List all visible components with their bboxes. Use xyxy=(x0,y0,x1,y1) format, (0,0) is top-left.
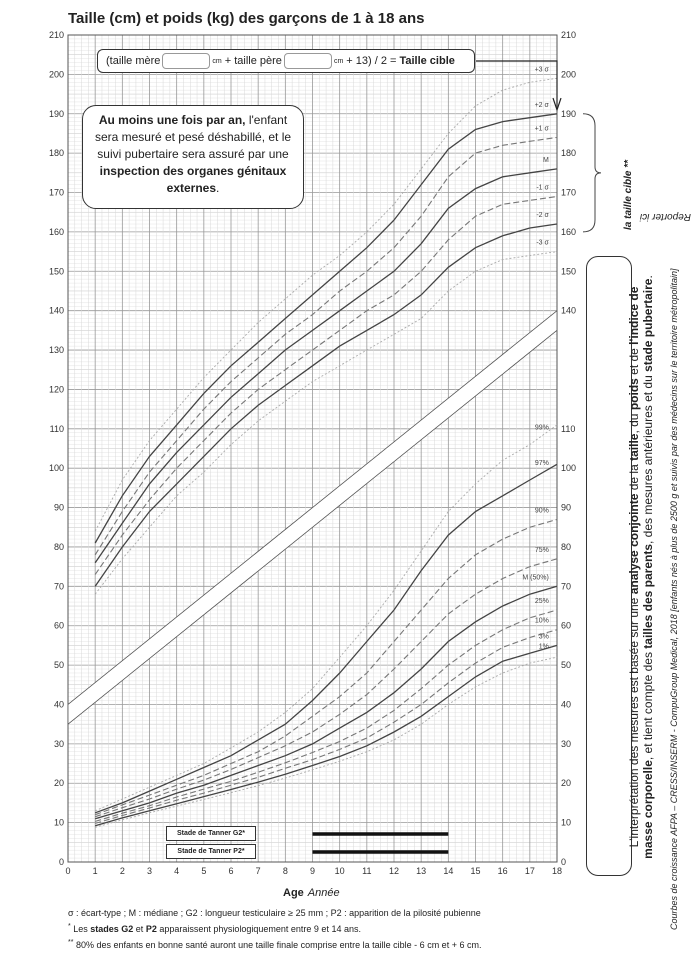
y-tick-label: 70 xyxy=(53,581,64,592)
right-weight-tick: 40 xyxy=(561,699,572,710)
y-tick-label: 110 xyxy=(49,423,64,434)
y-tick-label: 160 xyxy=(48,226,64,237)
y-tick-label: 100 xyxy=(48,463,64,474)
curve-label: +3 σ xyxy=(534,66,549,74)
tanner-p2-label: Stade de Tanner P2* xyxy=(166,844,256,859)
curve-label: 90% xyxy=(534,507,549,515)
right-height-tick: 200 xyxy=(561,69,577,80)
y-tick-label: 0 xyxy=(58,857,64,867)
curve-label: +1 σ xyxy=(534,125,549,133)
right-weight-tick: 30 xyxy=(561,738,572,749)
curve-label: 10% xyxy=(534,617,549,625)
y-tick-label: 150 xyxy=(48,266,64,277)
x-tick-label: 14 xyxy=(443,866,454,876)
x-tick-label: 18 xyxy=(551,866,563,876)
formula-unit: cm xyxy=(212,57,222,65)
y-tick-label: 190 xyxy=(48,108,64,119)
measurement-callout xyxy=(82,105,304,209)
right-weight-tick: 0 xyxy=(561,857,567,867)
y-tick-label: 210 xyxy=(48,30,64,40)
x-tick-label: 9 xyxy=(309,866,316,876)
y-tick-label: 180 xyxy=(48,148,64,159)
curve-label: 1% xyxy=(538,643,549,651)
right-weight-tick: 10 xyxy=(561,817,572,828)
x-tick-label: 6 xyxy=(228,866,234,876)
right-weight-tick: 90 xyxy=(561,502,572,513)
y-tick-label: 140 xyxy=(48,305,64,316)
y-tick-label: 20 xyxy=(53,778,64,789)
y-tick-label: 130 xyxy=(48,345,64,356)
right-height-tick: 140 xyxy=(561,305,577,316)
y-tick-label: 40 xyxy=(53,699,64,710)
curve-label: -2 σ xyxy=(536,212,549,220)
formula-mother: (taille mère xyxy=(106,55,161,67)
curve-label: 3% xyxy=(538,633,549,641)
x-tick-label: 0 xyxy=(65,866,71,876)
y-tick-label: 120 xyxy=(48,384,64,395)
right-weight-tick: 60 xyxy=(561,620,572,631)
target-note xyxy=(603,150,691,250)
right-weight-tick: 110 xyxy=(561,423,576,434)
formula-father: + taille père xyxy=(224,55,282,67)
curve-label: +2 σ xyxy=(534,101,549,109)
right-weight-tick: 50 xyxy=(561,660,572,671)
y-tick-label: 60 xyxy=(53,620,64,631)
footnote-line: * Les stades G2 et P2 apparaissent physiologiquement entre 9 et 14 ans. xyxy=(68,923,361,934)
x-tick-label: 15 xyxy=(470,866,481,876)
x-tick-label: 17 xyxy=(524,866,535,876)
x-tick-label: 10 xyxy=(334,866,345,876)
curve-label: 75% xyxy=(534,546,549,554)
right-height-tick: 190 xyxy=(561,108,577,119)
curve-label: -1 σ xyxy=(536,184,549,192)
credits-text: Courbes de croissance AFPA – CRESS/INSERM - CompuGroup Medical, 2018 [enfants nés à plus de 2500 g et suivis par des médecins sur le territoire métropolitain] xyxy=(669,268,679,930)
age-label: Age xyxy=(283,887,304,899)
right-weight-tick: 80 xyxy=(561,541,572,552)
x-tick-label: 4 xyxy=(174,866,180,876)
formula-end: + 13) / 2 = xyxy=(346,55,397,67)
father-height-input[interactable] xyxy=(284,53,332,69)
curve-label: 97% xyxy=(534,460,549,468)
interpretation-box: L'interprétation des mesures est basée sur une analyse conjointe de la taille, du poids et de l'indice de masse corporelle, et tient compte des tailles des parents, des mesures antérieures et du stade pubertaire. xyxy=(586,256,632,876)
target-note-line1: Reporter ici xyxy=(639,211,691,222)
curve-label: 99% xyxy=(534,424,549,432)
y-tick-label: 10 xyxy=(53,817,64,828)
x-tick-label: 8 xyxy=(282,866,288,876)
curve-label: -3 σ xyxy=(536,239,549,247)
x-tick-label: 7 xyxy=(255,866,261,876)
x-tick-label: 2 xyxy=(119,866,125,876)
formula-unit: cm xyxy=(333,57,344,65)
target-note-line2: la taille cible ** xyxy=(623,159,634,230)
right-height-tick: 170 xyxy=(561,187,577,198)
y-tick-label: 170 xyxy=(48,187,64,198)
right-weight-tick: 100 xyxy=(561,463,577,474)
mother-height-input[interactable] xyxy=(162,53,210,69)
y-tick-label: 50 xyxy=(53,660,64,671)
footnote-line: σ : écart-type ; M : médiane ; G2 : longueur testiculaire ≥ 25 mm ; P2 : apparition de la pilosité pubienne xyxy=(68,908,481,918)
callout-bold: Au moins une fois par an, xyxy=(98,113,246,127)
right-height-tick: 160 xyxy=(561,226,577,237)
credits xyxy=(655,60,679,940)
x-tick-label: 5 xyxy=(201,866,207,876)
target-bracket xyxy=(583,114,601,232)
x-tick-label: 13 xyxy=(416,866,427,876)
year-label: Année xyxy=(307,887,340,899)
callout-text: l'enfant sera mesuré et pesé déshabillé, et le suivi pubertaire sera assuré par une xyxy=(94,113,292,161)
x-tick-label: 16 xyxy=(497,866,508,876)
right-height-tick: 180 xyxy=(561,148,577,159)
right-weight-tick: 70 xyxy=(561,581,572,592)
tanner-g2-label: Stade de Tanner G2* xyxy=(166,826,256,841)
target-height-formula xyxy=(97,49,475,73)
x-tick-label: 1 xyxy=(92,866,98,876)
x-tick-label: 3 xyxy=(146,866,153,876)
footnotes xyxy=(68,906,588,952)
footnote-line: ** 80% des enfants en bonne santé auront une taille finale comprise entre la taille cible - 6 cm et + 6 cm. xyxy=(68,939,482,950)
x-tick-label: 11 xyxy=(362,866,372,876)
formula-target: Taille cible xyxy=(399,55,455,67)
x-axis-label xyxy=(283,887,340,899)
y-tick-label: 90 xyxy=(53,502,64,513)
right-height-tick: 210 xyxy=(561,30,577,40)
callout-text: . xyxy=(216,181,220,195)
curve-label: M (50%) xyxy=(522,574,549,582)
curve-label: 25% xyxy=(534,598,549,606)
right-height-tick: 150 xyxy=(561,266,577,277)
y-tick-label: 30 xyxy=(53,738,64,749)
y-tick-label: 80 xyxy=(53,541,64,552)
y-tick-label: 200 xyxy=(48,69,64,80)
x-tick-label: 12 xyxy=(388,866,400,876)
right-weight-tick: 20 xyxy=(561,778,572,789)
chart-title: Taille (cm) et poids (kg) des garçons de 1 à 18 ans xyxy=(68,10,425,27)
curve-label: M xyxy=(543,156,549,164)
callout-bold: inspection des organes génitaux externes xyxy=(99,164,287,195)
target-marker xyxy=(476,61,601,232)
